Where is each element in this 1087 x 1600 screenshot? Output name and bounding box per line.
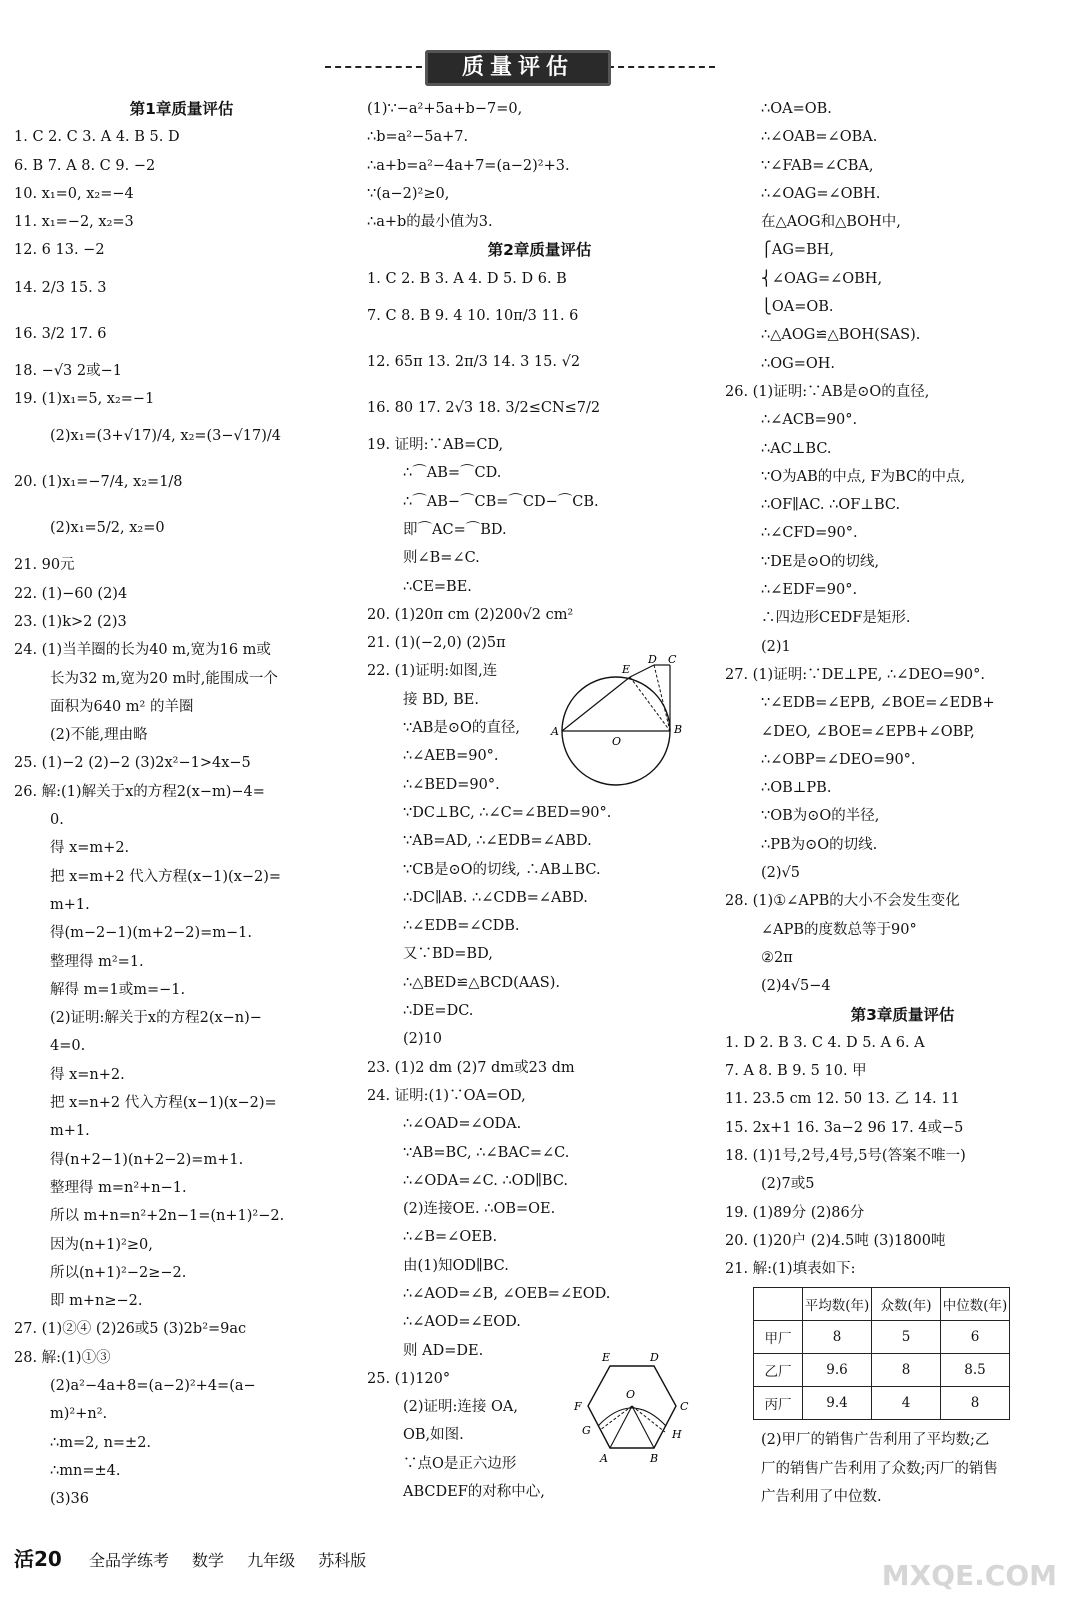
figure-label: B bbox=[650, 1452, 659, 1465]
answer-line: 19. 证明:∵AB=CD, bbox=[367, 437, 504, 454]
answer-line: ∠APB的度数总等于90° bbox=[761, 921, 917, 938]
answer-line: ∵∠FAB=∠CBA, bbox=[761, 157, 874, 174]
answer-line: ∴∠OBP=∠DEO=90°. bbox=[761, 751, 916, 768]
answer-line: ∴a+b的最小值为3. bbox=[367, 214, 493, 231]
answer-line: ∠DEO, ∠BOE=∠EPB+∠OBP, bbox=[761, 723, 975, 740]
answer-line: 7. A 8. B 9. 5 10. 甲 bbox=[725, 1063, 867, 1080]
footer-edition: 苏科版 bbox=[318, 1551, 367, 1570]
answer-line: 7. C 8. B 9. 4 10. 10π/3 11. 6 bbox=[367, 308, 579, 325]
answer-line: 面积为640 m² 的羊圈 bbox=[50, 698, 194, 715]
answer-line: ∵(a−2)²≥0, bbox=[367, 185, 450, 202]
answer-line: 则 AD=DE. bbox=[403, 1342, 484, 1359]
answer-line: 24. (1)当羊圈的长为40 m,宽为16 m或 bbox=[14, 642, 271, 659]
answer-line: (2)10 bbox=[403, 1031, 442, 1048]
answer-line: (2)证明:解关于x的方程2(x−n)− bbox=[50, 1010, 262, 1027]
answer-line: 整理得 m²=1. bbox=[50, 953, 144, 970]
answer-line: 19. (1)89分 (2)86分 bbox=[725, 1204, 865, 1221]
answer-line: ∵AB=AD, ∴∠EDB=∠ABD. bbox=[403, 833, 592, 850]
figure-label: C bbox=[668, 655, 677, 666]
table-cell: 众数(年) bbox=[872, 1288, 941, 1321]
answer-line: 由(1)知OD∥BC. bbox=[403, 1257, 509, 1274]
answer-line: ∴⌒AB=⌒CD. bbox=[403, 465, 502, 482]
answer-line: ∴∠BED=90°. bbox=[403, 776, 500, 793]
answer-line: 23. (1)2 dm (2)7 dm或23 dm bbox=[367, 1059, 575, 1076]
answer-line: ∴m=2, n=±2. bbox=[50, 1434, 152, 1451]
answer-line: ∴∠CFD=90°. bbox=[761, 525, 858, 542]
table-cell: 乙厂 bbox=[754, 1354, 803, 1387]
page-number: 活20 bbox=[14, 1547, 62, 1571]
answer-line: 12. 6 13. −2 bbox=[14, 242, 105, 259]
footer-series: 全品学练考 bbox=[88, 1551, 169, 1570]
answer-line: ∴∠EDF=90°. bbox=[761, 582, 858, 599]
answer-line: ∴DC∥AB. ∴∠CDB=∠ABD. bbox=[403, 889, 588, 906]
banner-title: 质量评估 bbox=[425, 50, 611, 86]
answer-line: 14. 2/3 15. 3 bbox=[14, 279, 107, 296]
answer-line: 12. 65π 13. 2π/3 14. 3 15. √2 bbox=[367, 354, 581, 371]
answer-line: ∴∠ODA=∠C. ∴OD∥BC. bbox=[403, 1172, 569, 1189]
table-row bbox=[754, 1387, 1010, 1420]
figure-label: A bbox=[551, 725, 559, 738]
table-cell bbox=[754, 1288, 803, 1321]
answer-line: 21. 解:(1)填表如下: bbox=[725, 1261, 856, 1278]
answer-line: ∴∠ACB=90°. bbox=[761, 412, 858, 429]
answer-line: 所以 m+n=n²+2n−1=(n+1)²−2. bbox=[50, 1208, 285, 1225]
answer-line: ∴OG=OH. bbox=[761, 355, 835, 372]
answer-line: 20. (1)x₁=−7/4, x₂=1/8 bbox=[14, 474, 183, 491]
answer-line: ∴∠OAG=∠OBH. bbox=[761, 185, 881, 202]
figure-label: O bbox=[612, 735, 622, 748]
answer-line: 因为(n+1)²≥0, bbox=[50, 1236, 153, 1253]
answer-line: 25. (1)120° bbox=[367, 1370, 451, 1387]
answer-line: 20. (1)20π cm (2)200√2 cm² bbox=[367, 606, 574, 623]
answer-line: ∴OA=OB. bbox=[761, 101, 832, 117]
answer-line: 18. −√3 2或−1 bbox=[14, 362, 122, 379]
answer-line: 厂的销售广告利用了众数;丙厂的销售 bbox=[761, 1460, 998, 1477]
answer-line: 1. D 2. B 3. C 4. D 5. A 6. A bbox=[725, 1034, 925, 1051]
answer-line: ∵O为AB的中点, F为BC的中点, bbox=[761, 468, 966, 485]
table-cell: 4 bbox=[872, 1387, 941, 1420]
answer-line: 27. (1)证明:∵DE⊥PE, ∴∠DEO=90°. bbox=[725, 666, 985, 683]
footer-subject: 数学 bbox=[192, 1551, 225, 1570]
answer-line: 18. (1)1号,2号,4号,5号(答案不唯一) bbox=[725, 1147, 966, 1164]
answer-line: ②2π bbox=[761, 949, 793, 966]
answer-line: 25. (1)−2 (2)−2 (3)2x²−1>4x−5 bbox=[14, 755, 251, 772]
answer-line: ∴△BED≌△BCD(AAS). bbox=[403, 974, 560, 991]
answer-line: 所以(n+1)²−2≥−2. bbox=[50, 1264, 187, 1281]
section-heading: 第1章质量评估 bbox=[129, 100, 234, 118]
answer-line: 得(m−2−1)(m+2−2)=m−1. bbox=[50, 925, 253, 942]
answer-line: (2)x₁=5/2, x₂=0 bbox=[50, 520, 165, 537]
answer-line: (2)1 bbox=[761, 638, 791, 655]
answer-line: ∴∠OAB=∠OBA. bbox=[761, 129, 878, 146]
answer-line: ∴AC⊥BC. bbox=[761, 440, 832, 457]
answer-line: ∴四边形CEDF是矩形. bbox=[761, 610, 911, 627]
figure-label: H bbox=[672, 1428, 682, 1441]
answer-line: ∴CE=BE. bbox=[403, 578, 472, 595]
figure-label: F bbox=[574, 1400, 582, 1413]
answer-line: 16. 3/2 17. 6 bbox=[14, 325, 107, 342]
answer-line: ∵DE是⊙O的切线, bbox=[761, 553, 880, 570]
answer-line: 1. C 2. B 3. A 4. D 5. D 6. B bbox=[367, 270, 567, 287]
answer-line: ∴∠AOD=∠B, ∠OEB=∠EOD. bbox=[403, 1285, 611, 1302]
answer-line: 长为32 m,宽为20 m时,能围成一个 bbox=[50, 670, 278, 687]
figure-label: C bbox=[680, 1400, 689, 1413]
answer-line: ∴OF∥AC. ∴OF⊥BC. bbox=[761, 497, 901, 514]
answer-line: 广告利用了中位数. bbox=[761, 1489, 882, 1506]
answer-line: ∴mn=±4. bbox=[50, 1462, 121, 1479]
answer-line: ∵DC⊥BC, ∴∠C=∠BED=90°. bbox=[403, 804, 612, 821]
table-cell: 9.4 bbox=[803, 1387, 872, 1420]
table-cell: 5 bbox=[872, 1321, 941, 1354]
answer-line: ∴∠AEB=90°. bbox=[403, 748, 499, 765]
figure-label: A bbox=[600, 1452, 608, 1465]
figure-label: E bbox=[602, 1351, 611, 1364]
watermark: MXQE.COM bbox=[881, 1559, 1057, 1592]
answer-line: ∵点O是正六边形 bbox=[403, 1455, 517, 1472]
answer-line: (2)连接OE. ∴OB=OE. bbox=[403, 1201, 556, 1218]
answer-line: ∴△AOG≌△BOH(SAS). bbox=[761, 327, 921, 344]
table-row bbox=[754, 1354, 1010, 1387]
answer-line: m)²+n². bbox=[50, 1406, 108, 1423]
answer-line: ⎨∠OAG=∠OBH, bbox=[761, 270, 883, 287]
answer-line: (2)证明:连接 OA, bbox=[403, 1399, 519, 1416]
answer-line: 15. 2x+1 16. 3a−2 96 17. 4或−5 bbox=[725, 1119, 964, 1136]
answer-line: 11. x₁=−2, x₂=3 bbox=[14, 214, 134, 231]
page-footer bbox=[14, 1543, 384, 1572]
section-heading: 第3章质量评估 bbox=[850, 1005, 955, 1024]
answer-line: 4=0. bbox=[50, 1038, 86, 1055]
answer-line: 11. 23.5 cm 12. 50 13. 乙 14. 11 bbox=[725, 1091, 960, 1108]
answer-line: ∵AB是⊙O的直径, bbox=[403, 720, 520, 737]
answer-line: ∴∠EDB=∠CDB. bbox=[403, 918, 520, 935]
answer-line: ABCDEF的对称中心, bbox=[403, 1484, 545, 1501]
section-banner bbox=[325, 50, 715, 88]
table-header-row bbox=[754, 1288, 1010, 1321]
statistics-table bbox=[753, 1287, 1010, 1420]
table-cell: 8.5 bbox=[941, 1354, 1010, 1387]
answer-line: 28. 解:(1)①③ bbox=[14, 1349, 111, 1366]
answer-line: 0. bbox=[50, 812, 64, 829]
answer-line: 27. (1)②④ (2)26或5 (3)2b²=9ac bbox=[14, 1321, 247, 1338]
answer-line: ∴OB⊥PB. bbox=[761, 780, 832, 797]
answer-line: (2)a²−4a+8=(a−2)²+4=(a− bbox=[50, 1377, 256, 1394]
answer-line: (2)甲厂的销售广告利用了平均数;乙 bbox=[761, 1432, 990, 1449]
answer-line: 则∠B=∠C. bbox=[403, 550, 480, 567]
answer-line: 即⌒AC=⌒BD. bbox=[403, 521, 507, 538]
figure-label: D bbox=[650, 1351, 659, 1364]
column-1 bbox=[14, 95, 349, 1513]
answer-line: (3)36 bbox=[50, 1491, 89, 1508]
answer-line: m+1. bbox=[50, 1123, 90, 1140]
table-cell: 平均数(年) bbox=[803, 1288, 872, 1321]
column-2 bbox=[367, 95, 712, 1506]
table-row bbox=[754, 1321, 1010, 1354]
answer-line: 6. B 7. A 8. C 9. −2 bbox=[14, 157, 156, 174]
figure-label: O bbox=[626, 1388, 636, 1401]
answer-line: (2)7或5 bbox=[761, 1176, 815, 1193]
table-cell: 8 bbox=[941, 1387, 1010, 1420]
answer-line: ∴⌒AB−⌒CB=⌒CD−⌒CB. bbox=[403, 493, 599, 510]
answer-line: ∴DE=DC. bbox=[403, 1003, 474, 1020]
table-cell: 6 bbox=[941, 1321, 1010, 1354]
answer-line: ∵∠EDB=∠EPB, ∠BOE=∠EDB+ bbox=[761, 695, 995, 712]
answer-line: 把 x=n+2 代入方程(x−1)(x−2)= bbox=[50, 1095, 277, 1112]
answer-line: m+1. bbox=[50, 896, 90, 913]
answer-line: OB,如图. bbox=[403, 1427, 464, 1444]
figure-25-hexagon bbox=[568, 1350, 698, 1465]
answer-line: ∴a+b=a²−4a+7=(a−2)²+3. bbox=[367, 157, 570, 174]
answer-line: (2)x₁=(3+√17)/4, x₂=(3−√17)/4 bbox=[50, 428, 282, 445]
answer-line: 解得 m=1或m=−1. bbox=[50, 981, 186, 998]
answer-line: ⎩OA=OB. bbox=[761, 299, 834, 316]
table-cell: 9.6 bbox=[803, 1354, 872, 1387]
answer-line: 22. (1)证明:如图,连 bbox=[367, 663, 498, 680]
answer-line: ∵AB=BC, ∴∠BAC=∠C. bbox=[403, 1144, 570, 1161]
answer-line: 接 BD, BE. bbox=[403, 691, 479, 708]
answer-line: 23. (1)k>2 (2)3 bbox=[14, 613, 127, 630]
answer-line: 16. 80 17. 2√3 18. 3/2≤CN≤7/2 bbox=[367, 400, 601, 417]
answer-line: ∴∠OAD=∠ODA. bbox=[403, 1116, 522, 1133]
answer-line: 24. 证明:(1)∵OA=OD, bbox=[367, 1087, 526, 1104]
answer-line: 10. x₁=0, x₂=−4 bbox=[14, 185, 134, 202]
answer-line: ∵OB为⊙O的半径, bbox=[761, 808, 880, 825]
answer-line: ⎧AG=BH, bbox=[761, 242, 834, 259]
answer-line: (2)不能,理由略 bbox=[50, 727, 148, 744]
figure-label: E bbox=[622, 663, 631, 676]
figure-22-circle bbox=[550, 655, 690, 790]
answer-line: (2)√5 bbox=[761, 865, 801, 882]
table-cell: 丙厂 bbox=[754, 1387, 803, 1420]
answer-line: 19. (1)x₁=5, x₂=−1 bbox=[14, 391, 155, 408]
answer-line: ∴∠B=∠OEB. bbox=[403, 1229, 498, 1246]
answer-line: 21. (1)(−2,0) (2)5π bbox=[367, 635, 506, 652]
figure-label: B bbox=[674, 723, 683, 736]
answer-line: 得 x=m+2. bbox=[50, 840, 130, 857]
answer-line: 得(n+2−1)(n+2−2)=m+1. bbox=[50, 1151, 244, 1168]
answer-line: 22. (1)−60 (2)4 bbox=[14, 585, 128, 602]
answer-line: (1)∵−a²+5a+b−7=0, bbox=[367, 101, 523, 117]
figure-label: D bbox=[648, 655, 657, 666]
answer-line: 20. (1)20户 (2)4.5吨 (3)1800吨 bbox=[725, 1232, 946, 1249]
answer-line: 即 m+n≥−2. bbox=[50, 1293, 143, 1310]
answer-line: ∴∠AOD=∠EOD. bbox=[403, 1314, 521, 1331]
figure-label: G bbox=[582, 1424, 591, 1437]
answer-line: 26. 解:(1)解关于x的方程2(x−m)−4= bbox=[14, 783, 265, 800]
answer-line: 28. (1)①∠APB的大小不会发生变化 bbox=[725, 893, 960, 910]
answer-line: 在△AOG和△BOH中, bbox=[761, 214, 901, 231]
answer-line: 又∵BD=BD, bbox=[403, 946, 493, 963]
answer-line: 把 x=m+2 代入方程(x−1)(x−2)= bbox=[50, 868, 282, 885]
answer-line: ∴b=a²−5a+7. bbox=[367, 129, 469, 146]
answer-line: ∴PB为⊙O的切线. bbox=[761, 836, 878, 853]
answer-line: 1. C 2. C 3. A 4. B 5. D bbox=[14, 129, 180, 146]
table-cell: 甲厂 bbox=[754, 1321, 803, 1354]
answer-line: 整理得 m=n²+n−1. bbox=[50, 1179, 187, 1196]
column-3 bbox=[725, 95, 1080, 1511]
table-cell: 8 bbox=[872, 1354, 941, 1387]
table-cell: 8 bbox=[803, 1321, 872, 1354]
answer-line: ∵CB是⊙O的切线, ∴AB⊥BC. bbox=[403, 861, 601, 878]
table-cell: 中位数(年) bbox=[941, 1288, 1010, 1321]
answer-line: 26. (1)证明:∵AB是⊙O的直径, bbox=[725, 383, 930, 400]
answer-line: (2)4√5−4 bbox=[761, 978, 831, 995]
footer-grade: 九年级 bbox=[247, 1551, 296, 1570]
answer-line: 得 x=n+2. bbox=[50, 1066, 125, 1083]
section-heading: 第2章质量评估 bbox=[487, 241, 592, 260]
answer-line: 21. 90元 bbox=[14, 557, 75, 574]
